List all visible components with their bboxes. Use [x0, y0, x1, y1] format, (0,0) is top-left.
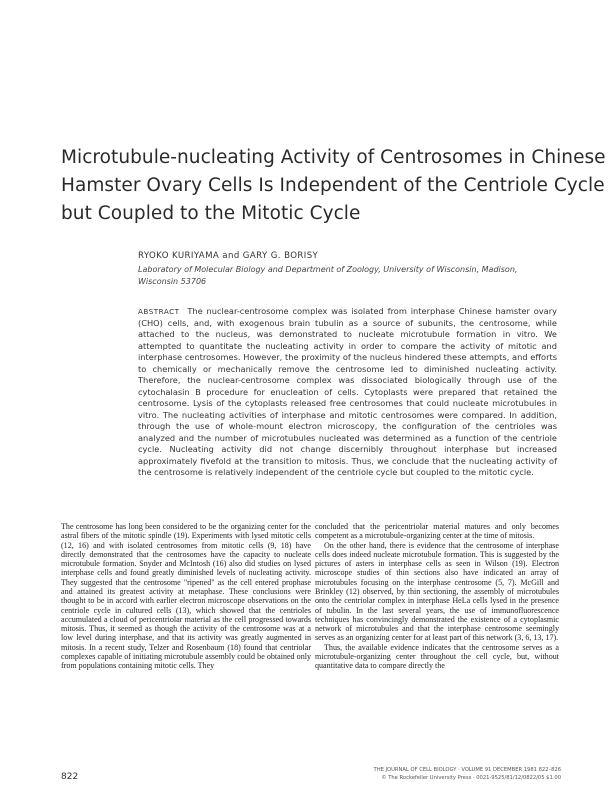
affiliation: Laboratory of Molecular Biology and Department of Zoology, University of Wisconsin, Madison, Wisconsin 53706 — [138, 265, 518, 286]
title-line: but Coupled to the Mitotic Cycle — [61, 203, 361, 224]
body-column-left — [61, 522, 311, 671]
journal-citation-line: THE JOURNAL OF CELL BIOLOGY · VOLUME 91 DECEMBER 1981 822–826 — [373, 767, 561, 773]
body-paragraph: Thus, the available evidence indicates that the centrosome serves as a microtubule-organizing center throughout the cell cycle, but, without quantitative data to compare directly the — [315, 642, 559, 671]
abstract — [138, 306, 557, 479]
body-paragraph: concluded that the pericentriolar material matures and only becomes competent as a microtubule-organizing center at the time of mitosis. — [315, 522, 559, 541]
title-line: Hamster Ovary Cells Is Independent of the Centriole Cycle — [61, 175, 605, 196]
abstract-label: ABSTRACT — [138, 307, 180, 316]
paper-title — [61, 144, 606, 228]
abstract-text: The nuclear-centrosome complex was isolated from interphase Chinese hamster ovary (CHO) cells, and, with exogenous brain tubulin as a source of subunits, the centrosome, while attached to the nucleus, was demonstrated to nucleate microtubule formation in vitro. We attempted to quantitate the nucleating activity in order to compare the activity of mitotic and interphase centrosomes. However, the proximity of the nucleus hindered these attempts, and efforts to chemically or mechanically remove the centrosome led to diminished nucleating activity. Therefore, the nuclear-centrosome complex was dissociated biologically through use of the cytochalasin B procedure for enucleation of cells. Cytoplasts were prepared that retained the centrosome. Lysis of the cytoplasts released free centrosomes that could nucleate microtubules in vitro. The nucleating activities of interphase and mitotic centrosomes were compared. In addition, through the use of whole-mount electron microscopy, the configuration of the centrioles was analyzed and the number of microtubules nucleated was determined as a function of the centriole cycle. Nucleating activity did not change discernibly throughout interphase but increased approximately fivefold at the transition to mitosis. Thus, we conclude that the nucleating activity of the centrosome is relatively independent of the centriole cycle but coupled to the mitotic cycle. — [138, 306, 558, 477]
body-paragraph: The centrosome has long been considered to be the organizing center for the astral fibers of the mitotic spindle (19). Experiments with lysed mitotic cells (12, 16) and with isolated centrosomes from mitotic cells (9, 18) have directly demonstrated that the centrosomes have the capacity to nucleate microtubule formation. Snyder and McIntosh (16) also did studies on lysed interphase cells and found greatly diminished levels of nucleating activity. They suggested that the centrosome "ripened" as the cell entered prophase and attained its greatest activity at metaphase. These conclusions were thought to be in accord with earlier electron microscope observations on the centriole cycle in cultured cells (13), which showed that the centrioles accumulated a cloud of pericentriolar material as the cell progressed towards mitosis. Thus, it seemed as though the activity of the centrosome was at a low level during interphase, and that its activity was greatly augmented in mitosis. In a recent study, Telzer and Rosenbaum (18) found that centriolar complexes capable of initiating microtubule assembly could be obtained only from populations containing mitotic cells. They — [61, 522, 311, 671]
body-paragraph: On the other hand, there is evidence that the centrosome of interphase cells does indeed nucleate microtubule formation. This is suggested by the pictures of asters in interphase cells as seen in Wilson (19). Electron microscope studies of thin sections also have indicated an array of microtubules focusing on the interphase centrosome (5, 7). McGill and Brinkley (12) observed, by thin sectioning, the assembly of microtubules onto the centriolar complex in interphase HeLa cells lysed in the presence of tubulin. In the last several years, the use of immunofluorescence techniques has convincingly demonstrated the existence of a cytoplasmic network of microtubules and that the interphase centrosome seemingly serves as an organizing center for at least part of this network (3, 6, 13, 17). — [315, 540, 559, 643]
copyright-line: © The Rockefeller University Press · 0021-9525/81/12/0822/05 $1.00 — [381, 774, 561, 781]
title-line: Microtubule-nucleating Activity of Centrosomes in Chinese — [61, 147, 606, 168]
page-number: 822 — [61, 772, 79, 782]
body-column-right — [315, 522, 559, 671]
journal-citation — [315, 767, 561, 782]
author-list: RYOKO KURIYAMA and GARY G. BORISY — [138, 251, 319, 261]
